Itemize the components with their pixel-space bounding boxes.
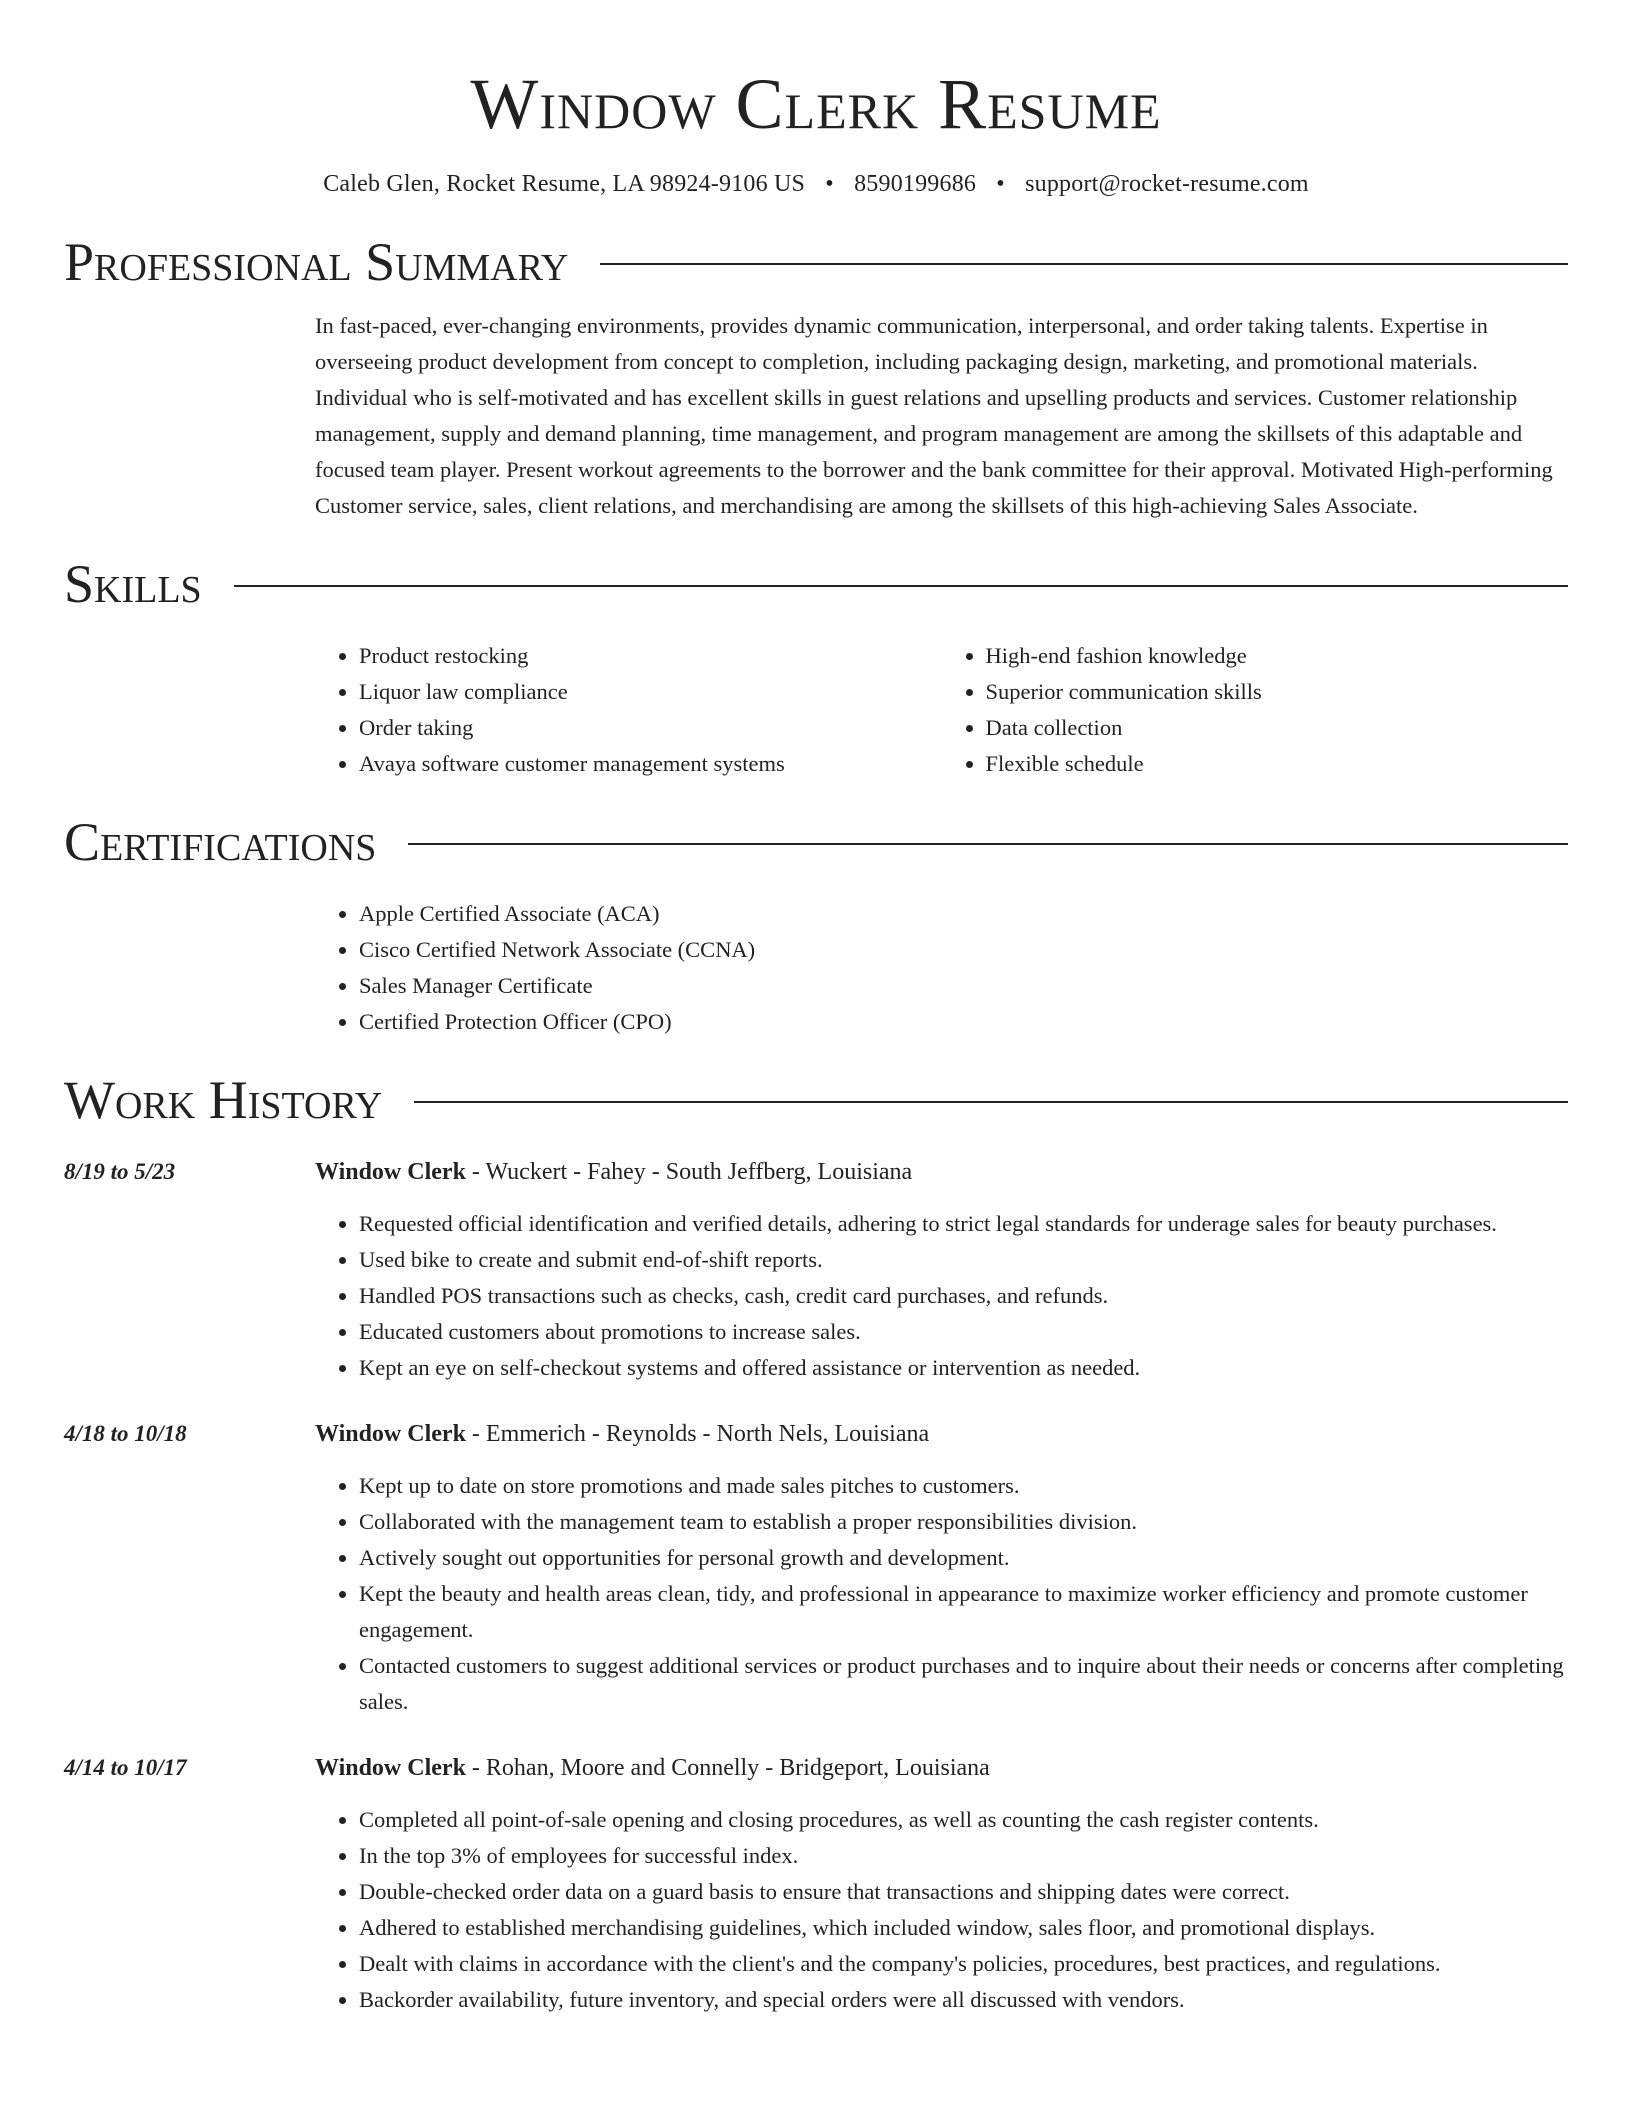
summary-text: In fast-paced, ever-changing environments, provides dynamic communication, interpersonal, and order taking talents. Expertise in overseeing product development from concept to completion, including packaging design, marketing, and promotional materials. Individual who is self-motivated and has excellent skills in guest relations and upselling products and services. Customer relationship management, supply and demand planning, time management, and program management are among the skillsets of this adaptable and focused team player. Present workout agreements to the borrower and the bank committee for their approval. Motivated High-performing Customer service, sales, client relations, and merchandising are among the skillsets of this high-achieving Sales Associate. (315, 313, 1553, 518)
job-bullet: • Kept the beauty and health areas clean, tidy, and professional in appearance to maximize worker efficiency and promote customer engagement. (359, 1576, 1568, 1648)
section-divider (408, 843, 1568, 845)
certification-item: • Apple Certified Associate (ACA) (359, 896, 1568, 932)
section-divider (600, 263, 1568, 265)
job-dates: 4/14 to 10/17 (64, 1755, 187, 1780)
job-entry (64, 1750, 1568, 2018)
job-heading (315, 1416, 1568, 1452)
skill-item: • Liquor law compliance (359, 674, 942, 710)
job-bullet: • Adhered to established merchandising guidelines, which included window, sales floor, and promotional displays. (359, 1910, 1568, 1946)
skills-column-right (942, 638, 1569, 782)
contact-line (64, 166, 1568, 202)
contact-separator: • (825, 171, 834, 197)
certifications-heading: Certifications (64, 812, 377, 872)
job-bullet: • Handled POS transactions such as checks, cash, credit card purchases, and refunds. (359, 1278, 1568, 1314)
job-bullet: • Kept up to date on store promotions and made sales pitches to customers. (359, 1468, 1568, 1504)
job-heading (315, 1154, 1568, 1190)
skills-section-header (64, 552, 1568, 616)
skill-item: • High-end fashion knowledge (986, 638, 1569, 674)
certifications-section-header (64, 810, 1568, 874)
skill-item: • Superior communication skills (986, 674, 1569, 710)
job-company: - Rohan, Moore and Connelly - Bridgeport, Louisiana (465, 1755, 990, 1781)
skills-heading: Skills (64, 554, 202, 614)
skill-item: • Product restocking (359, 638, 942, 674)
job-role: Window Clerk (315, 1421, 466, 1447)
certification-item: • Certified Protection Officer (CPO) (359, 1004, 1568, 1040)
contact-address: Caleb Glen, Rocket Resume, LA 98924-9106 US (323, 171, 806, 197)
skills-list (315, 638, 1568, 782)
resume-title: Window Clerk Resume (470, 64, 1162, 144)
section-divider (414, 1101, 1568, 1103)
certifications-list (315, 896, 1568, 1040)
job-bullet: • Used bike to create and submit end-of-shift reports. (359, 1242, 1568, 1278)
job-role: Window Clerk (315, 1755, 466, 1781)
job-bullet: • Double-checked order data on a guard basis to ensure that transactions and shipping dates were correct. (359, 1874, 1568, 1910)
certification-item: • Cisco Certified Network Associate (CCNA) (359, 932, 1568, 968)
job-bullets (315, 1206, 1568, 1386)
summary-heading: Professional Summary (64, 232, 569, 292)
skills-column-left (315, 638, 942, 782)
contact-email: support@rocket-resume.com (1025, 171, 1309, 197)
job-bullet: • Completed all point-of-sale opening and closing procedures, as well as counting the cash register contents. (359, 1802, 1568, 1838)
job-bullets (315, 1802, 1568, 2018)
job-bullet: • Contacted customers to suggest additional services or product purchases and to inquire about their needs or concerns after completing sales. (359, 1648, 1568, 1720)
job-detail (315, 1154, 1568, 1386)
skill-item: • Avaya software customer management systems (359, 746, 942, 782)
job-dates: 8/19 to 5/23 (64, 1159, 176, 1184)
job-company: - Emmerich - Reynolds - North Nels, Louisiana (465, 1421, 930, 1447)
job-entry (64, 1154, 1568, 1386)
section-divider (234, 585, 1568, 587)
job-bullet: • Backorder availability, future inventory, and special orders were all discussed with vendors. (359, 1982, 1568, 2018)
skill-item: • Data collection (986, 710, 1569, 746)
job-bullet: • Educated customers about promotions to increase sales. (359, 1314, 1568, 1350)
job-bullet: • Requested official identification and verified details, adhering to strict legal standards for underage sales for beauty purchases. (359, 1206, 1568, 1242)
certification-item: • Sales Manager Certificate (359, 968, 1568, 1004)
job-bullet: • Kept an eye on self-checkout systems and offered assistance or intervention as needed. (359, 1350, 1568, 1386)
job-detail (315, 1750, 1568, 2018)
job-role: Window Clerk (315, 1159, 466, 1185)
work-history-heading: Work History (64, 1070, 383, 1130)
job-bullet: • Dealt with claims in accordance with the client's and the company's policies, procedures, best practices, and regulations. (359, 1946, 1568, 1982)
job-bullet: • In the top 3% of employees for successful index. (359, 1838, 1568, 1874)
job-heading (315, 1750, 1568, 1786)
skill-item: • Flexible schedule (986, 746, 1569, 782)
summary-section-header (64, 230, 1568, 294)
job-bullet: • Actively sought out opportunities for personal growth and development. (359, 1540, 1568, 1576)
job-bullet: • Collaborated with the management team to establish a proper responsibilities division. (359, 1504, 1568, 1540)
contact-separator: • (996, 171, 1005, 197)
work-history-section-header (64, 1068, 1568, 1132)
job-bullets (315, 1468, 1568, 1720)
skill-item: • Order taking (359, 710, 942, 746)
job-company: - Wuckert - Fahey - South Jeffberg, Louisiana (465, 1159, 913, 1185)
job-detail (315, 1416, 1568, 1720)
job-dates: 4/18 to 10/18 (64, 1421, 187, 1446)
job-entry (64, 1416, 1568, 1720)
contact-phone: 8590199686 (854, 171, 977, 197)
